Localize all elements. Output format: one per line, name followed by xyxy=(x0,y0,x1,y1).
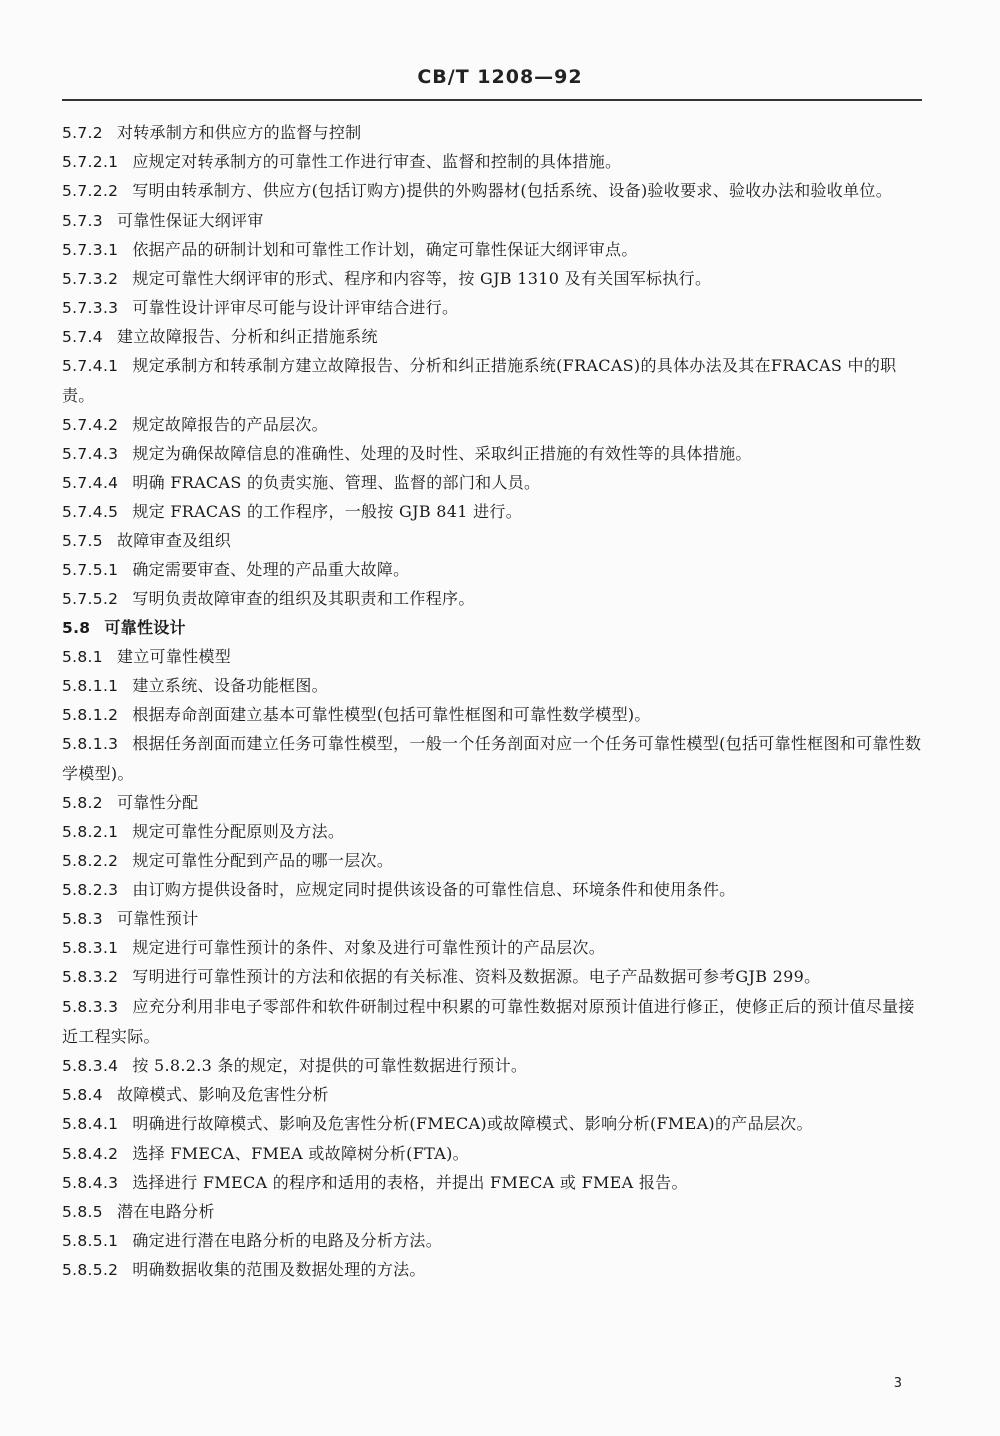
clause-text: 潜在电路分析 xyxy=(116,1202,215,1221)
clause-text: 选择进行 FMECA 的程序和适用的表格，并提出 FMECA 或 FMEA 报告。 xyxy=(132,1173,688,1192)
clause-line xyxy=(62,147,922,176)
clause-number: 5.8.1.1 xyxy=(62,677,119,695)
clause-text: 根据寿命剖面建立基本可靠性模型(包括可靠性框图和可靠性数学模型)。 xyxy=(132,705,651,724)
clause-number: 5.7.4.5 xyxy=(62,503,119,521)
clause-number: 5.8.4.2 xyxy=(62,1145,119,1163)
clause-text: 故障模式、影响及危害性分析 xyxy=(116,1085,329,1104)
clause-line xyxy=(62,118,922,147)
clause-line xyxy=(62,700,922,729)
clause-text: 由订购方提供设备时，应规定同时提供该设备的可靠性信息、环境条件和使用条件。 xyxy=(132,880,736,899)
clause-line xyxy=(62,584,922,613)
clause-line xyxy=(62,992,922,1051)
clause-number: 5.7.4.3 xyxy=(62,445,119,463)
clause-text: 确定需要审查、处理的产品重大故障。 xyxy=(132,560,410,579)
clause-text: 选择 FMECA、FMEA 或故障树分析(FTA)。 xyxy=(132,1144,469,1163)
clause-line xyxy=(62,264,922,293)
clause-text: 可靠性设计 xyxy=(104,618,186,637)
clause-number: 5.8.5.1 xyxy=(62,1232,119,1250)
clause-number: 5.8.4.3 xyxy=(62,1174,119,1192)
clause-number: 5.8.4.1 xyxy=(62,1115,119,1133)
clause-number: 5.8.4 xyxy=(62,1086,103,1104)
clause-number: 5.7.3 xyxy=(62,212,103,230)
clause-number: 5.7.3.2 xyxy=(62,270,119,288)
clause-text: 可靠性设计评审尽可能与设计评审结合进行。 xyxy=(132,298,459,317)
clause-text: 规定进行可靠性预计的条件、对象及进行可靠性预计的产品层次。 xyxy=(132,938,606,957)
clause-line xyxy=(62,671,922,700)
header-rule xyxy=(62,99,922,101)
clause-number: 5.7.4.1 xyxy=(62,357,119,375)
clause-line xyxy=(62,206,922,235)
clause-text: 规定 FRACAS 的工作程序，一般按 GJB 841 进行。 xyxy=(132,502,523,521)
clause-number: 5.8 xyxy=(62,619,91,637)
clause-line xyxy=(62,322,922,351)
clause-text: 建立系统、设备功能框图。 xyxy=(132,676,328,695)
clause-number: 5.8.3.4 xyxy=(62,1057,119,1075)
clause-line xyxy=(62,555,922,584)
clause-line xyxy=(62,846,922,875)
clause-line xyxy=(62,293,922,322)
clause-text: 对转承制方和供应方的监督与控制 xyxy=(116,123,362,142)
clause-text: 可靠性保证大纲评审 xyxy=(116,211,264,230)
clause-line xyxy=(62,933,922,962)
clause-number: 5.8.2.2 xyxy=(62,852,119,870)
clause-text: 写明由转承制方、供应方(包括订购方)提供的外购器材(包括系统、设备)验收要求、验收办法和验收单位。 xyxy=(132,181,892,200)
clause-number: 5.7.5.2 xyxy=(62,590,119,608)
clause-number: 5.8.2.3 xyxy=(62,881,119,899)
clause-line xyxy=(62,642,922,671)
clause-number: 5.8.1.3 xyxy=(62,735,119,753)
clause-line xyxy=(62,351,922,410)
document-body xyxy=(62,118,922,1284)
clause-text: 规定为确保故障信息的准确性、处理的及时性、采取纠正措施的有效性等的具体措施。 xyxy=(132,444,752,463)
clause-text: 建立可靠性模型 xyxy=(116,647,232,666)
clause-number: 5.8.3.2 xyxy=(62,968,119,986)
clause-text: 应规定对转承制方的可靠性工作进行审查、监督和控制的具体措施。 xyxy=(132,152,622,171)
clause-number: 5.8.5 xyxy=(62,1203,103,1221)
clause-text: 确定进行潜在电路分析的电路及分析方法。 xyxy=(132,1231,443,1250)
clause-text: 根据任务剖面而建立任务可靠性模型，一般一个任务剖面对应一个任务可靠性模型(包括可靠性框图和可靠性数学模型)。 xyxy=(62,734,922,783)
standard-code-header: CB/T 1208—92 xyxy=(417,66,583,88)
clause-number: 5.8.2 xyxy=(62,794,103,812)
clause-line xyxy=(62,1051,922,1080)
clause-line xyxy=(62,497,922,526)
clause-number: 5.7.3.3 xyxy=(62,299,119,317)
clause-text: 应充分利用非电子零部件和软件研制过程中积累的可靠性数据对原预计值进行修正，使修正后的预计值尽量接近工程实际。 xyxy=(62,997,915,1046)
clause-number: 5.7.2 xyxy=(62,124,103,142)
clause-line xyxy=(62,1168,922,1197)
clause-line xyxy=(62,410,922,439)
clause-line xyxy=(62,817,922,846)
clause-number: 5.7.2.2 xyxy=(62,182,119,200)
clause-line xyxy=(62,176,922,206)
clause-number: 5.8.3 xyxy=(62,910,103,928)
clause-number: 5.7.5.1 xyxy=(62,561,119,579)
clause-line xyxy=(62,904,922,933)
clause-text: 建立故障报告、分析和纠正措施系统 xyxy=(116,327,378,346)
clause-line xyxy=(62,729,922,788)
clause-number: 5.8.2.1 xyxy=(62,823,119,841)
clause-line xyxy=(62,1197,922,1226)
clause-number: 5.8.5.2 xyxy=(62,1261,119,1279)
clause-text: 规定可靠性分配到产品的哪一层次。 xyxy=(132,851,394,870)
clause-text: 明确 FRACAS 的负责实施、管理、监督的部门和人员。 xyxy=(132,473,541,492)
clause-number: 5.8.1 xyxy=(62,648,103,666)
clause-line xyxy=(62,788,922,817)
clause-number: 5.7.5 xyxy=(62,532,103,550)
clause-number: 5.8.3.3 xyxy=(62,998,119,1016)
clause-text: 按 5.8.2.3 条的规定，对提供的可靠性数据进行预计。 xyxy=(132,1056,528,1075)
clause-number: 5.7.2.1 xyxy=(62,153,119,171)
clause-text: 故障审查及组织 xyxy=(116,531,232,550)
clause-text: 规定可靠性分配原则及方法。 xyxy=(132,822,345,841)
clause-text: 规定可靠性大纲评审的形式、程序和内容等，按 GJB 1310 及有关国军标执行。 xyxy=(132,269,712,288)
clause-number: 5.7.4.2 xyxy=(62,416,119,434)
clause-text: 规定承制方和转承制方建立故障报告、分析和纠正措施系统(FRACAS)的具体办法及其在FRACAS 中的职责。 xyxy=(62,356,897,405)
page-number: 3 xyxy=(893,1376,902,1391)
clause-text: 写明进行可靠性预计的方法和依据的有关标准、资料及数据源。电子产品数据可参考GJB 299。 xyxy=(132,967,821,986)
clause-text: 写明负责故障审查的组织及其职责和工作程序。 xyxy=(132,589,475,608)
clause-line xyxy=(62,1139,922,1168)
clause-line xyxy=(62,1226,922,1255)
clause-line xyxy=(62,613,922,642)
clause-number: 5.7.4 xyxy=(62,328,103,346)
clause-line xyxy=(62,439,922,468)
clause-number: 5.7.3.1 xyxy=(62,241,119,259)
clause-line xyxy=(62,468,922,497)
clause-line xyxy=(62,962,922,992)
clause-line xyxy=(62,526,922,555)
clause-line xyxy=(62,875,922,904)
clause-text: 可靠性分配 xyxy=(116,793,199,812)
clause-line xyxy=(62,235,922,264)
clause-line xyxy=(62,1109,922,1139)
clause-text: 可靠性预计 xyxy=(116,909,199,928)
clause-text: 明确数据收集的范围及数据处理的方法。 xyxy=(132,1260,426,1279)
clause-number: 5.8.1.2 xyxy=(62,706,119,724)
clause-line xyxy=(62,1255,922,1284)
clause-line xyxy=(62,1080,922,1109)
clause-text: 明确进行故障模式、影响及危害性分析(FMECA)或故障模式、影响分析(FMEA)的产品层次。 xyxy=(132,1114,813,1133)
clause-text: 规定故障报告的产品层次。 xyxy=(132,415,328,434)
clause-number: 5.7.4.4 xyxy=(62,474,119,492)
clause-text: 依据产品的研制计划和可靠性工作计划，确定可靠性保证大纲评审点。 xyxy=(132,240,638,259)
clause-number: 5.8.3.1 xyxy=(62,939,119,957)
